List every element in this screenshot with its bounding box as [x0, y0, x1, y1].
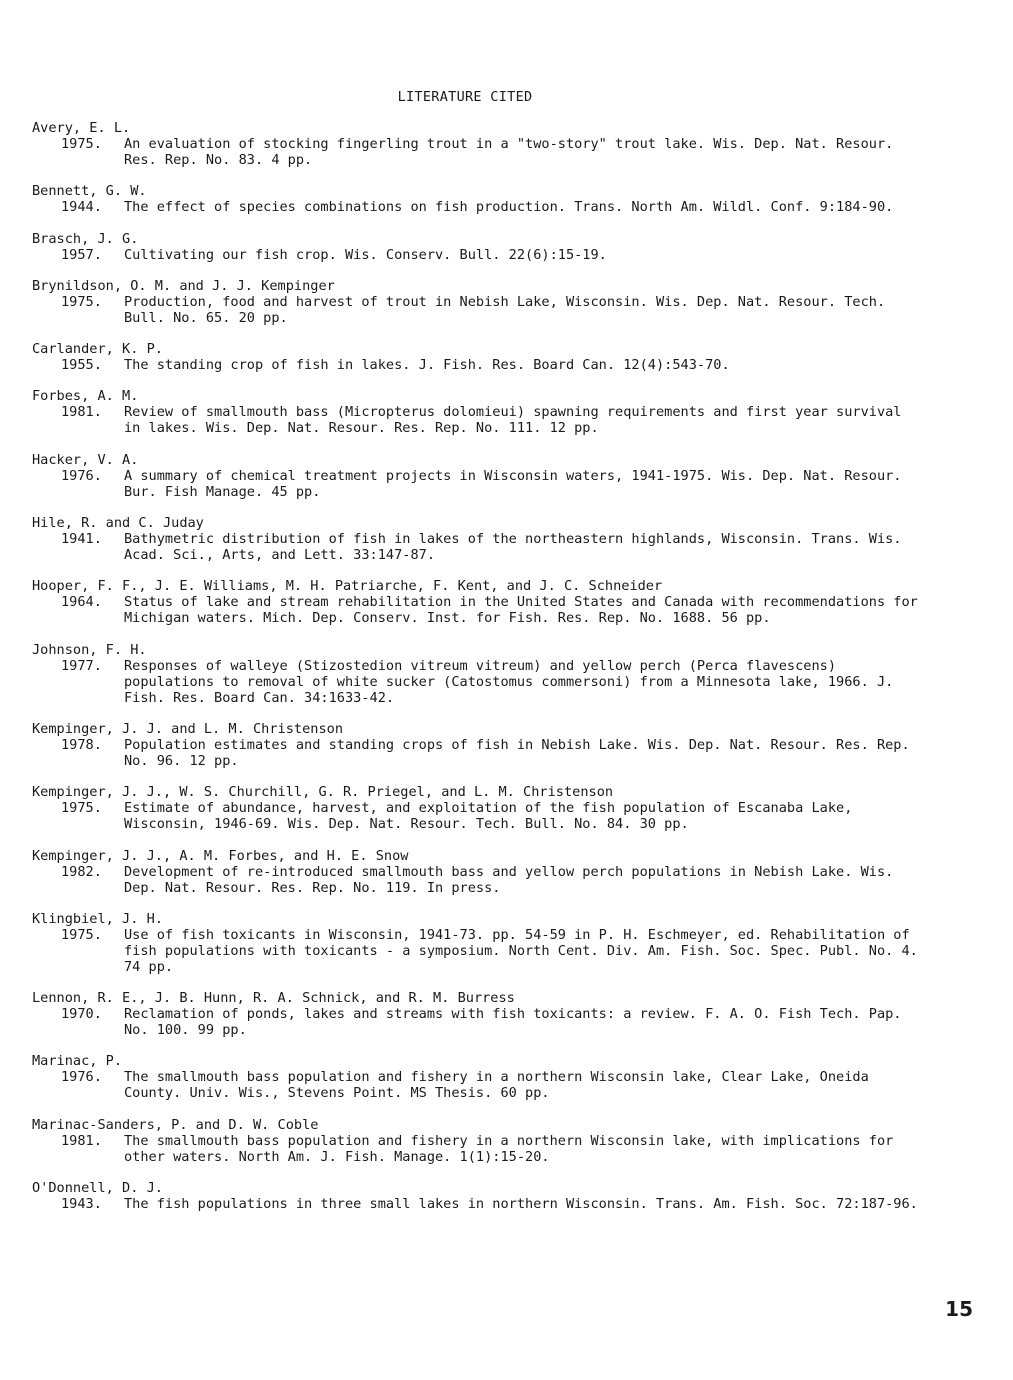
reference-entry — [32, 721, 922, 769]
reference-authors: Brasch, J. G. — [32, 230, 139, 247]
reference-entry — [32, 1053, 922, 1101]
reference-text: Estimate of abundance, harvest, and exploitation of the fish population of Escanaba Lake, Wisconsin, 1946-69. Wis. Dep. Nat. Resour. Tech. Bull. No. 84. 30 pp. — [124, 800, 853, 833]
reference-authors: O'Donnell, D. J. — [32, 1180, 163, 1197]
reference-text: The smallmouth bass population and fishery in a northern Wisconsin lake, with implications for other waters. North Am. J. Fish. Manage. 1(1):15-20. — [124, 1132, 894, 1165]
reference-entry — [32, 388, 922, 436]
reference-year: 1941. — [61, 531, 102, 548]
reference-year: 1976. — [61, 467, 102, 484]
reference-text: Status of lake and stream rehabilitation in the United States and Canada with recommendations for Michigan waters. Mich. Dep. Conserv. Inst. for Fish. Res. Rep. No. 1688. 56 pp. — [124, 594, 918, 627]
reference-authors: Hacker, V. A. — [32, 451, 139, 468]
reference-authors: Forbes, A. M. — [32, 388, 139, 405]
reference-text: An evaluation of stocking fingerling trout in a "two-story" trout lake. Wis. Dep. Nat. Resour. Res. Rep. No. 83. 4 pp. — [124, 136, 894, 168]
reference-text: Cultivating our fish crop. Wis. Conserv. Bull. 22(6):15-19. — [124, 246, 607, 263]
reference-text: The standing crop of fish in lakes. J. Fish. Res. Board Can. 12(4):543-70. — [124, 357, 730, 374]
reference-authors: Marinac-Sanders, P. and D. W. Coble — [32, 1116, 319, 1133]
reference-text: Reclamation of ponds, lakes and streams with fish toxicants: a review. F. A. O. Fish Tech. Pap. No. 100. 99 pp. — [124, 1006, 902, 1039]
reference-text: The smallmouth bass population and fishery in a northern Wisconsin lake, Clear Lake, Oneida County. Univ. Wis., Stevens Point. MS Thesis. 60 pp. — [124, 1069, 869, 1102]
reference-entry — [32, 515, 922, 563]
reference-year: 1975. — [61, 293, 102, 310]
reference-authors: Kempinger, J. J., W. S. Churchill, G. R. Priegel, and L. M. Christenson — [32, 784, 614, 801]
reference-authors: Lennon, R. E., J. B. Hunn, R. A. Schnick, and R. M. Burress — [32, 990, 515, 1007]
reference-authors: Brynildson, O. M. and J. J. Kempinger — [32, 277, 335, 294]
reference-year: 1957. — [61, 246, 102, 263]
reference-entry — [32, 120, 922, 168]
reference-text: Production, food and harvest of trout in Nebish Lake, Wisconsin. Wis. Dep. Nat. Resour. Tech. Bull. No. 65. 20 pp. — [124, 293, 886, 326]
reference-text: The fish populations in three small lakes in northern Wisconsin. Trans. Am. Fish. Soc. 72:187-96. — [124, 1196, 918, 1213]
reference-authors: Hile, R. and C. Juday — [32, 515, 204, 532]
reference-authors: Hooper, F. F., J. E. Williams, M. H. Patriarche, F. Kent, and J. C. Schneider — [32, 578, 663, 595]
reference-entry — [32, 231, 922, 263]
reference-entry — [32, 278, 922, 326]
reference-authors: Klingbiel, J. H. — [32, 910, 163, 927]
reference-year: 1970. — [61, 1006, 102, 1023]
reference-year: 1982. — [61, 863, 102, 880]
reference-entry — [32, 990, 922, 1038]
reference-authors: Marinac, P. — [32, 1053, 123, 1070]
reference-text: Population estimates and standing crops of fish in Nebish Lake. Wis. Dep. Nat. Resour. Res. Rep. No. 96. 12 pp. — [124, 736, 910, 769]
reference-authors: Carlander, K. P. — [32, 341, 163, 358]
reference-entry — [32, 848, 922, 896]
reference-entry — [32, 1180, 922, 1212]
reference-entry — [32, 1117, 922, 1165]
reference-year: 1981. — [61, 1132, 102, 1149]
reference-text: Development of re-introduced smallmouth bass and yellow perch populations in Nebish Lake. Wis. Dep. Nat. Resour. Res. Rep. No. 119. In press. — [124, 863, 894, 896]
reference-year: 1977. — [61, 657, 102, 674]
reference-year: 1975. — [61, 136, 102, 152]
reference-text: A summary of chemical treatment projects in Wisconsin waters, 1941-1975. Wis. Dep. Nat. Resour. Bur. Fish Manage. 45 pp. — [124, 467, 902, 500]
reference-year: 1955. — [61, 357, 102, 374]
reference-entry — [32, 183, 922, 215]
reference-year: 1943. — [61, 1196, 102, 1213]
reference-entry — [32, 784, 922, 832]
reference-entry — [32, 341, 922, 373]
reference-year: 1978. — [61, 736, 102, 753]
page-number: 15 — [945, 1297, 973, 1321]
reference-entry — [32, 642, 922, 706]
reference-authors: Bennett, G. W. — [32, 183, 147, 200]
reference-text: Bathymetric distribution of fish in lakes of the northeastern highlands, Wisconsin. Trans. Wis. Acad. Sci., Arts, and Lett. 33:147-87. — [124, 531, 902, 564]
reference-text: Review of smallmouth bass (Micropterus dolomieui) spawning requirements and first year survival in lakes. Wis. Dep. Nat. Resour. Res. Rep. No. 111. 12 pp. — [124, 404, 902, 437]
reference-text: Responses of walleye (Stizostedion vitreum vitreum) and yellow perch (Perca flavescens) populations to removal of white sucker (Catostomus commersoni) from a Minnesota lake, 1966. J. Fish. Res. Board Can. 34:1633-42. — [124, 657, 894, 706]
reference-authors: Avery, E. L. — [32, 120, 131, 136]
reference-entry — [32, 578, 922, 626]
reference-authors: Kempinger, J. J. and L. M. Christenson — [32, 720, 343, 737]
reference-year: 1981. — [61, 404, 102, 421]
reference-entry — [32, 911, 922, 975]
reference-text: The effect of species combinations on fish production. Trans. North Am. Wildl. Conf. 9:184-90. — [124, 199, 894, 216]
reference-text: Use of fish toxicants in Wisconsin, 1941-73. pp. 54-59 in P. H. Eschmeyer, ed. Rehabilitation of fish populations with toxicants - a symposium. North Cent. Div. Am. Fish. Soc. Spec. Publ. No. 4. 74 pp. — [124, 926, 918, 975]
reference-year: 1975. — [61, 926, 102, 943]
reference-year: 1976. — [61, 1069, 102, 1086]
reference-entry — [32, 452, 922, 500]
reference-year: 1944. — [61, 199, 102, 216]
reference-year: 1975. — [61, 800, 102, 817]
page-heading: LITERATURE CITED — [397, 89, 533, 105]
reference-authors: Kempinger, J. J., A. M. Forbes, and H. E. Snow — [32, 847, 409, 864]
reference-authors: Johnson, F. H. — [32, 641, 147, 658]
reference-list — [32, 120, 922, 1227]
reference-year: 1964. — [61, 594, 102, 611]
